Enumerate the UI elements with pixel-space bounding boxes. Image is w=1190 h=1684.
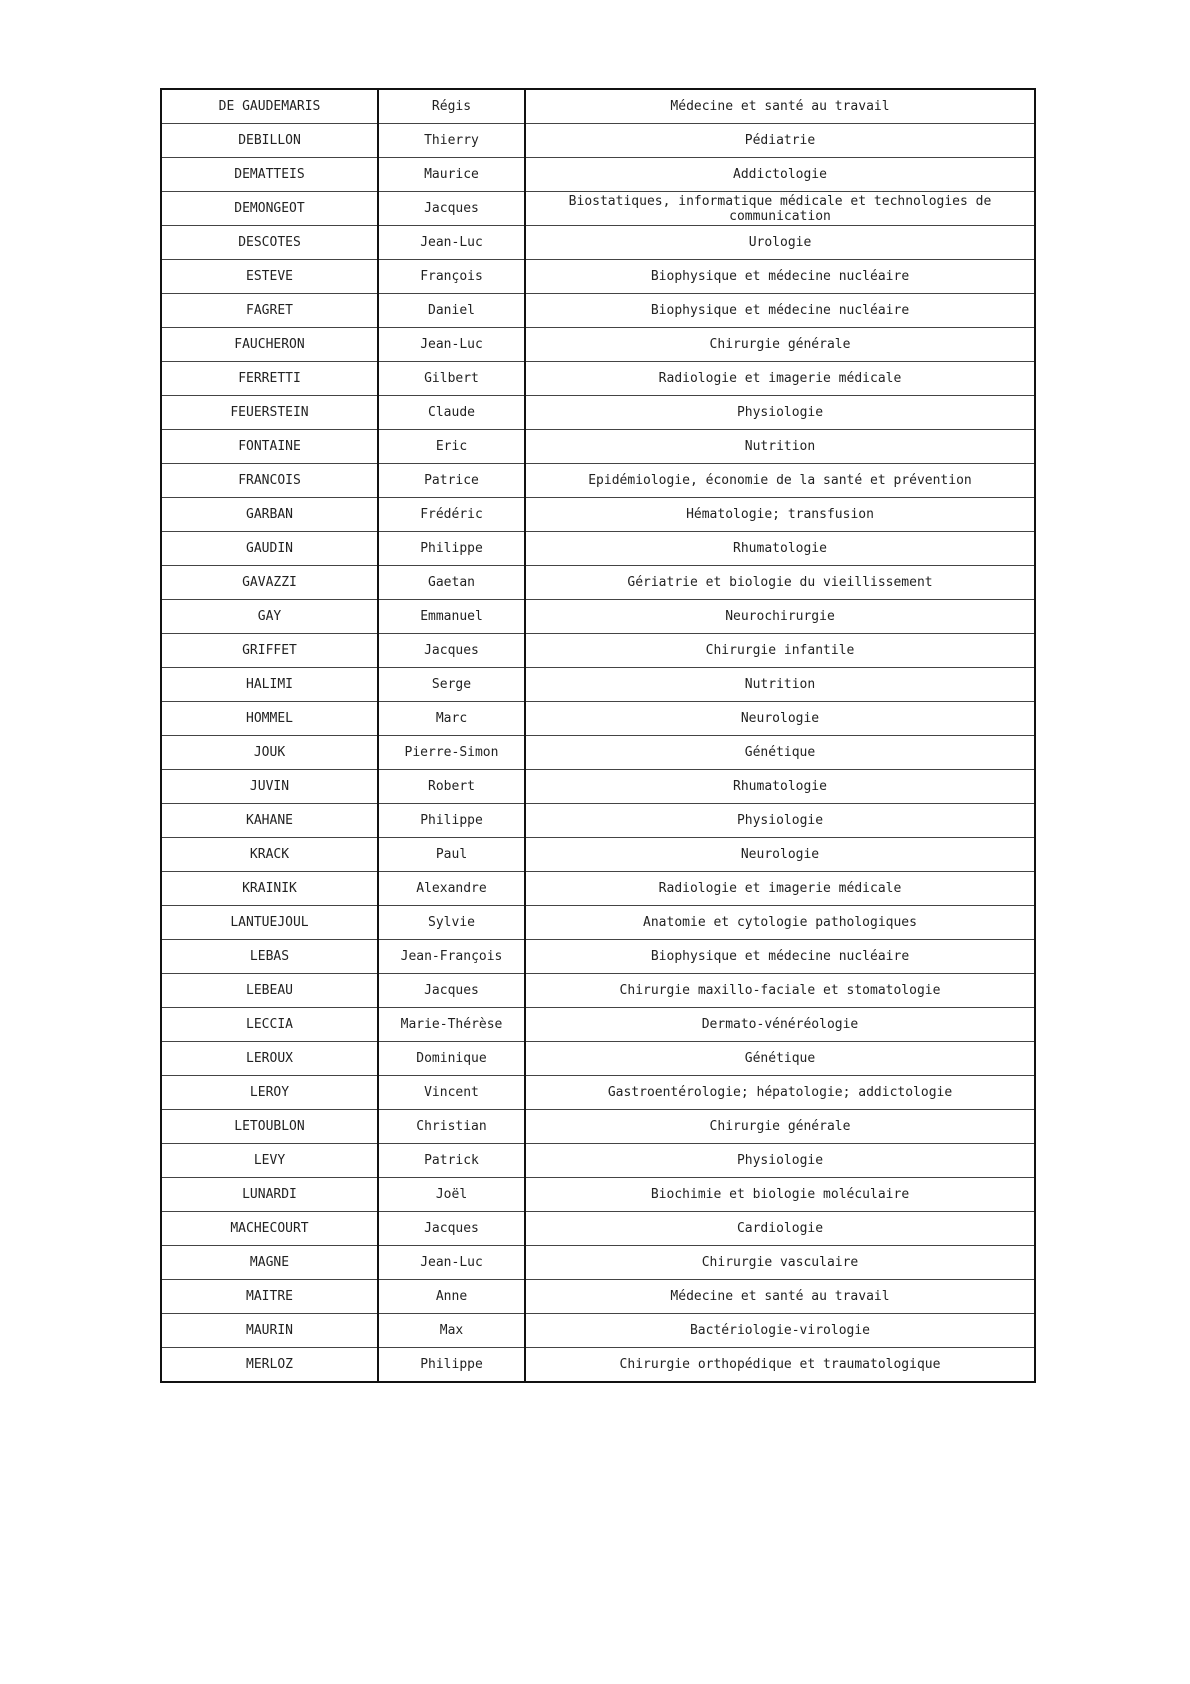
first-name-cell: Pierre-Simon xyxy=(378,736,525,770)
last-name-cell: GARBAN xyxy=(161,498,378,532)
specialty-cell: Génétique xyxy=(525,1042,1035,1076)
table-row xyxy=(161,124,1035,158)
specialty-cell: Bactériologie-virologie xyxy=(525,1314,1035,1348)
table-row xyxy=(161,872,1035,906)
table-row xyxy=(161,668,1035,702)
table-row xyxy=(161,430,1035,464)
first-name-cell: Frédéric xyxy=(378,498,525,532)
specialty-cell: Neurochirurgie xyxy=(525,600,1035,634)
table-row xyxy=(161,1076,1035,1110)
first-name-cell: Max xyxy=(378,1314,525,1348)
table-row xyxy=(161,192,1035,226)
last-name-cell: LEBEAU xyxy=(161,974,378,1008)
specialty-cell: Urologie xyxy=(525,226,1035,260)
specialty-cell: Rhumatologie xyxy=(525,532,1035,566)
first-name-cell: Jean-François xyxy=(378,940,525,974)
first-name-cell: Alexandre xyxy=(378,872,525,906)
last-name-cell: KRACK xyxy=(161,838,378,872)
table-row xyxy=(161,566,1035,600)
table-row xyxy=(161,1110,1035,1144)
specialty-cell: Neurologie xyxy=(525,838,1035,872)
table-row xyxy=(161,940,1035,974)
first-name-cell: Claude xyxy=(378,396,525,430)
last-name-cell: LANTUEJOUL xyxy=(161,906,378,940)
first-name-cell: Daniel xyxy=(378,294,525,328)
first-name-cell: Jacques xyxy=(378,192,525,226)
first-name-cell: Patrice xyxy=(378,464,525,498)
table-row xyxy=(161,328,1035,362)
last-name-cell: GRIFFET xyxy=(161,634,378,668)
first-name-cell: Eric xyxy=(378,430,525,464)
table-row xyxy=(161,226,1035,260)
first-name-cell: Gilbert xyxy=(378,362,525,396)
table-row xyxy=(161,702,1035,736)
specialty-cell: Biophysique et médecine nucléaire xyxy=(525,294,1035,328)
last-name-cell: DEMATTEIS xyxy=(161,158,378,192)
table-row xyxy=(161,1212,1035,1246)
last-name-cell: MAURIN xyxy=(161,1314,378,1348)
table-row xyxy=(161,1042,1035,1076)
specialty-cell: Radiologie et imagerie médicale xyxy=(525,872,1035,906)
specialty-cell: Neurologie xyxy=(525,702,1035,736)
first-name-cell: Philippe xyxy=(378,532,525,566)
specialty-cell: Cardiologie xyxy=(525,1212,1035,1246)
specialty-cell: Chirurgie générale xyxy=(525,328,1035,362)
last-name-cell: HOMMEL xyxy=(161,702,378,736)
specialty-cell: Anatomie et cytologie pathologiques xyxy=(525,906,1035,940)
last-name-cell: FEUERSTEIN xyxy=(161,396,378,430)
table-row xyxy=(161,838,1035,872)
last-name-cell: DEBILLON xyxy=(161,124,378,158)
table-row xyxy=(161,1178,1035,1212)
specialty-cell: Radiologie et imagerie médicale xyxy=(525,362,1035,396)
first-name-cell: Patrick xyxy=(378,1144,525,1178)
first-name-cell: Sylvie xyxy=(378,906,525,940)
first-name-cell: Vincent xyxy=(378,1076,525,1110)
first-name-cell: Jacques xyxy=(378,634,525,668)
last-name-cell: FAUCHERON xyxy=(161,328,378,362)
specialty-cell: Médecine et santé au travail xyxy=(525,89,1035,124)
last-name-cell: HALIMI xyxy=(161,668,378,702)
first-name-cell: Jacques xyxy=(378,1212,525,1246)
last-name-cell: LEVY xyxy=(161,1144,378,1178)
specialty-cell: Chirurgie maxillo-faciale et stomatologie xyxy=(525,974,1035,1008)
first-name-cell: Jean-Luc xyxy=(378,328,525,362)
table-row xyxy=(161,362,1035,396)
table-row xyxy=(161,770,1035,804)
first-name-cell: Jean-Luc xyxy=(378,1246,525,1280)
table-row xyxy=(161,634,1035,668)
faculty-table-body xyxy=(161,89,1035,1382)
last-name-cell: LECCIA xyxy=(161,1008,378,1042)
first-name-cell: Marie-Thérèse xyxy=(378,1008,525,1042)
specialty-cell: Chirurgie vasculaire xyxy=(525,1246,1035,1280)
specialty-cell: Chirurgie générale xyxy=(525,1110,1035,1144)
first-name-cell: Marc xyxy=(378,702,525,736)
specialty-cell: Chirurgie orthopédique et traumatologique xyxy=(525,1348,1035,1383)
specialty-cell: Rhumatologie xyxy=(525,770,1035,804)
table-row xyxy=(161,804,1035,838)
table-row xyxy=(161,532,1035,566)
specialty-cell: Gériatrie et biologie du vieillissement xyxy=(525,566,1035,600)
specialty-cell: Biochimie et biologie moléculaire xyxy=(525,1178,1035,1212)
last-name-cell: LEBAS xyxy=(161,940,378,974)
table-row xyxy=(161,1314,1035,1348)
first-name-cell: Dominique xyxy=(378,1042,525,1076)
table-row xyxy=(161,89,1035,124)
first-name-cell: Maurice xyxy=(378,158,525,192)
last-name-cell: GAVAZZI xyxy=(161,566,378,600)
table-row xyxy=(161,1348,1035,1383)
last-name-cell: MERLOZ xyxy=(161,1348,378,1383)
table-row xyxy=(161,158,1035,192)
table-row xyxy=(161,906,1035,940)
last-name-cell: LEROY xyxy=(161,1076,378,1110)
first-name-cell: Robert xyxy=(378,770,525,804)
last-name-cell: FERRETTI xyxy=(161,362,378,396)
specialty-cell: Hématologie; transfusion xyxy=(525,498,1035,532)
last-name-cell: DESCOTES xyxy=(161,226,378,260)
table-row xyxy=(161,600,1035,634)
specialty-cell: Nutrition xyxy=(525,430,1035,464)
table-row xyxy=(161,974,1035,1008)
table-row xyxy=(161,1144,1035,1178)
last-name-cell: MACHECOURT xyxy=(161,1212,378,1246)
first-name-cell: Jean-Luc xyxy=(378,226,525,260)
last-name-cell: JOUK xyxy=(161,736,378,770)
last-name-cell: LEROUX xyxy=(161,1042,378,1076)
last-name-cell: JUVIN xyxy=(161,770,378,804)
last-name-cell: FONTAINE xyxy=(161,430,378,464)
table-row xyxy=(161,736,1035,770)
specialty-cell: Gastroentérologie; hépatologie; addictologie xyxy=(525,1076,1035,1110)
specialty-cell: Pédiatrie xyxy=(525,124,1035,158)
first-name-cell: Joël xyxy=(378,1178,525,1212)
table-row xyxy=(161,294,1035,328)
last-name-cell: LETOUBLON xyxy=(161,1110,378,1144)
last-name-cell: KRAINIK xyxy=(161,872,378,906)
table-row xyxy=(161,498,1035,532)
last-name-cell: ESTEVE xyxy=(161,260,378,294)
table-row xyxy=(161,1008,1035,1042)
first-name-cell: Christian xyxy=(378,1110,525,1144)
specialty-cell: Epidémiologie, économie de la santé et prévention xyxy=(525,464,1035,498)
first-name-cell: Régis xyxy=(378,89,525,124)
specialty-cell: Physiologie xyxy=(525,1144,1035,1178)
first-name-cell: Philippe xyxy=(378,1348,525,1383)
table-row xyxy=(161,464,1035,498)
last-name-cell: GAY xyxy=(161,600,378,634)
specialty-cell: Biostatiques, informatique médicale et technologies de communication xyxy=(525,192,1035,226)
table-row xyxy=(161,1280,1035,1314)
last-name-cell: GAUDIN xyxy=(161,532,378,566)
table-row xyxy=(161,1246,1035,1280)
first-name-cell: Gaetan xyxy=(378,566,525,600)
last-name-cell: MAGNE xyxy=(161,1246,378,1280)
last-name-cell: KAHANE xyxy=(161,804,378,838)
first-name-cell: Thierry xyxy=(378,124,525,158)
specialty-cell: Physiologie xyxy=(525,396,1035,430)
first-name-cell: Emmanuel xyxy=(378,600,525,634)
first-name-cell: Serge xyxy=(378,668,525,702)
first-name-cell: Paul xyxy=(378,838,525,872)
first-name-cell: François xyxy=(378,260,525,294)
specialty-cell: Biophysique et médecine nucléaire xyxy=(525,940,1035,974)
last-name-cell: FAGRET xyxy=(161,294,378,328)
first-name-cell: Jacques xyxy=(378,974,525,1008)
first-name-cell: Philippe xyxy=(378,804,525,838)
specialty-cell: Biophysique et médecine nucléaire xyxy=(525,260,1035,294)
table-row xyxy=(161,396,1035,430)
last-name-cell: DEMONGEOT xyxy=(161,192,378,226)
last-name-cell: LUNARDI xyxy=(161,1178,378,1212)
last-name-cell: FRANCOIS xyxy=(161,464,378,498)
specialty-cell: Chirurgie infantile xyxy=(525,634,1035,668)
last-name-cell: MAITRE xyxy=(161,1280,378,1314)
specialty-cell: Addictologie xyxy=(525,158,1035,192)
specialty-cell: Dermato-vénéréologie xyxy=(525,1008,1035,1042)
specialty-cell: Génétique xyxy=(525,736,1035,770)
specialty-cell: Nutrition xyxy=(525,668,1035,702)
first-name-cell: Anne xyxy=(378,1280,525,1314)
table-row xyxy=(161,260,1035,294)
last-name-cell: DE GAUDEMARIS xyxy=(161,89,378,124)
faculty-table xyxy=(160,88,1036,1383)
specialty-cell: Physiologie xyxy=(525,804,1035,838)
specialty-cell: Médecine et santé au travail xyxy=(525,1280,1035,1314)
